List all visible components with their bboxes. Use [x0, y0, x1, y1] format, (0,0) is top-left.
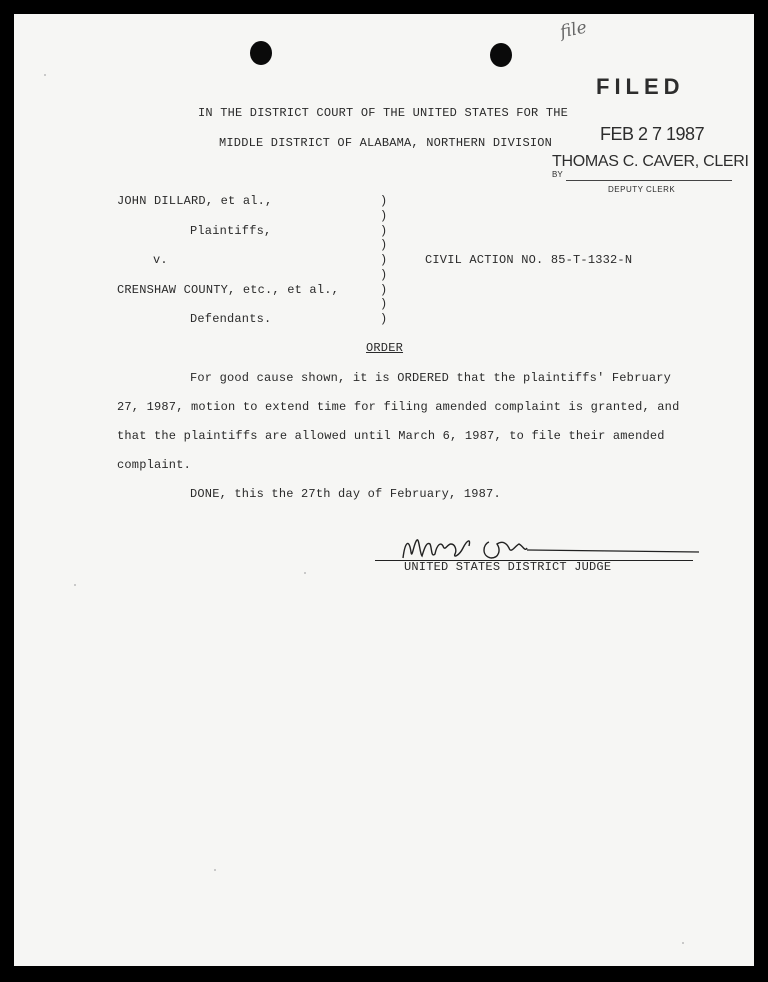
- caption-paren: ): [380, 312, 388, 326]
- document-page: [14, 14, 754, 966]
- order-paragraph-line: that the plaintiffs are allowed until March 6, 1987, to file their amended: [117, 429, 665, 443]
- paper-speck: [214, 869, 216, 871]
- court-heading-line2: MIDDLE DISTRICT OF ALABAMA, NORTHERN DIVISION: [219, 136, 553, 150]
- order-paragraph-line: 27, 1987, motion to extend time for filing amended complaint is granted, and: [117, 400, 680, 414]
- caption-paren: ): [380, 268, 388, 282]
- done-line: DONE, this the 27th day of February, 1987.: [190, 487, 501, 501]
- judge-title: UNITED STATES DISTRICT JUDGE: [404, 560, 612, 574]
- caption-paren: ): [380, 283, 388, 297]
- civil-action-number: CIVIL ACTION NO. 85-T-1332-N: [425, 253, 633, 267]
- filed-date: FEB 2 7 1987: [600, 124, 705, 144]
- paper-speck: [682, 942, 684, 944]
- caption-paren: ): [380, 194, 388, 208]
- defendant-role: Defendants.: [190, 312, 272, 326]
- order-paragraph-line: complaint.: [117, 458, 192, 472]
- caption-paren: ): [380, 253, 388, 267]
- paper-speck: [74, 584, 76, 586]
- filed-stamp: FILED: [596, 74, 685, 99]
- paper-speck: [304, 572, 306, 574]
- punch-hole-left: [250, 41, 272, 65]
- paper-speck: [44, 74, 46, 76]
- caption-paren: ): [380, 224, 388, 238]
- clerk-name: THOMAS C. CAVER, CLERI: [552, 153, 749, 170]
- handwritten-note: file: [558, 17, 589, 43]
- versus: v.: [153, 253, 168, 267]
- caption-paren: ): [380, 209, 388, 223]
- plaintiff-role: Plaintiffs,: [190, 224, 272, 238]
- deputy-clerk-label: DEPUTY CLERK: [608, 185, 676, 194]
- plaintiff-name: JOHN DILLARD, et al.,: [117, 194, 273, 208]
- by-label: BY: [552, 170, 563, 179]
- order-paragraph-line: For good cause shown, it is ORDERED that the plaintiffs' February: [190, 371, 672, 385]
- caption-paren: ): [380, 238, 388, 252]
- order-title: ORDER: [366, 341, 404, 355]
- caption-paren: ): [380, 297, 388, 311]
- defendant-name: CRENSHAW COUNTY, etc., et al.,: [117, 283, 340, 297]
- punch-hole-right: [490, 43, 512, 67]
- deputy-signature-line: [566, 180, 732, 181]
- court-heading-line1: IN THE DISTRICT COURT OF THE UNITED STATES FOR THE: [198, 106, 569, 120]
